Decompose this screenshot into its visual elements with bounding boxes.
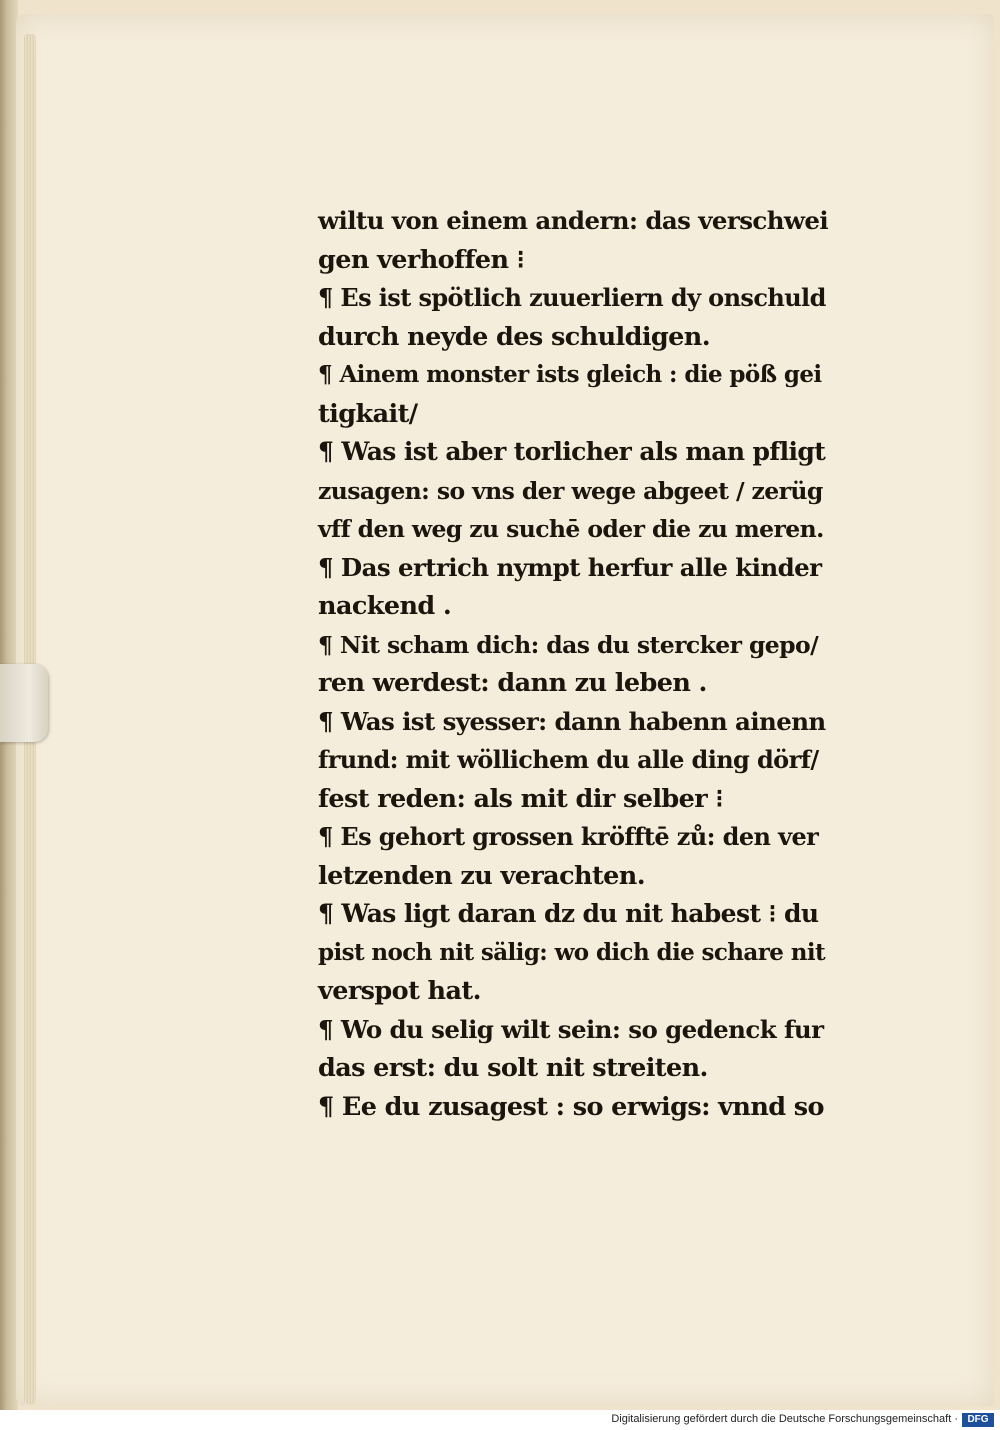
text-line: ¶ Es gehort grossen kröfftē zů: den ver [318, 822, 819, 851]
text-line: ¶ Es ist spötlich zuuerliern dy onschuld [318, 283, 826, 312]
printed-text-block [318, 202, 828, 1126]
text-line: vff den weg zu suchē oder die zu meren. [318, 515, 824, 543]
text-line: frund: mit wöllichem du alle ding dörf/ [318, 745, 819, 774]
text-line: fest reden: als mit dir selber ⁝ [318, 783, 723, 814]
text-line: letzenden zu verachten. [318, 860, 645, 891]
text-line: verspot hat. [318, 976, 481, 1006]
text-line: zusagen: so vns der wege abgeet / zerüg [318, 476, 823, 505]
text-line: ¶ Was ist syesser: dann habenn ainenn [318, 706, 826, 736]
text-line: ¶ Nit scham dich: das du stercker gepo/ [318, 630, 819, 659]
text-line: ¶ Ee du zusagest : so erwigs: vnnd so [318, 1091, 824, 1122]
text-line: durch neyde des schuldigen. [318, 321, 710, 352]
text-line: ¶ Wo du selig wilt sein: so gedenck fur [318, 1014, 824, 1044]
text-line: gen verhoffen ⁝ [318, 244, 525, 275]
digitization-footer [0, 1410, 1000, 1430]
text-line: ¶ Das ertrich nympt herfur alle kinder [318, 552, 822, 582]
text-line: ¶ Was ist aber torlicher als man pfligt [318, 437, 826, 466]
book-page [16, 14, 994, 1406]
dfg-logo: DFG [962, 1413, 994, 1427]
text-line: ¶ Ainem monster ists gleich : die pöß gei [318, 361, 822, 388]
text-line: ren werdest: dann zu leben . [318, 668, 707, 698]
funding-credit: Digitalisierung gefördert durch die Deutsche Forschungsgemeinschaft · [611, 1413, 958, 1425]
page-clip [0, 664, 48, 742]
text-line: tigkait/ [318, 398, 418, 429]
text-line: das erst: du solt nit streiten. [318, 1053, 708, 1083]
text-line: nackend . [318, 591, 452, 621]
text-line: pist noch nit sälig: wo dich die schare nit [318, 938, 825, 966]
text-line: wiltu von einem andern: das verschwei [318, 206, 829, 235]
text-line: ¶ Was ligt daran dz du nit habest ⁝ du [318, 899, 819, 928]
